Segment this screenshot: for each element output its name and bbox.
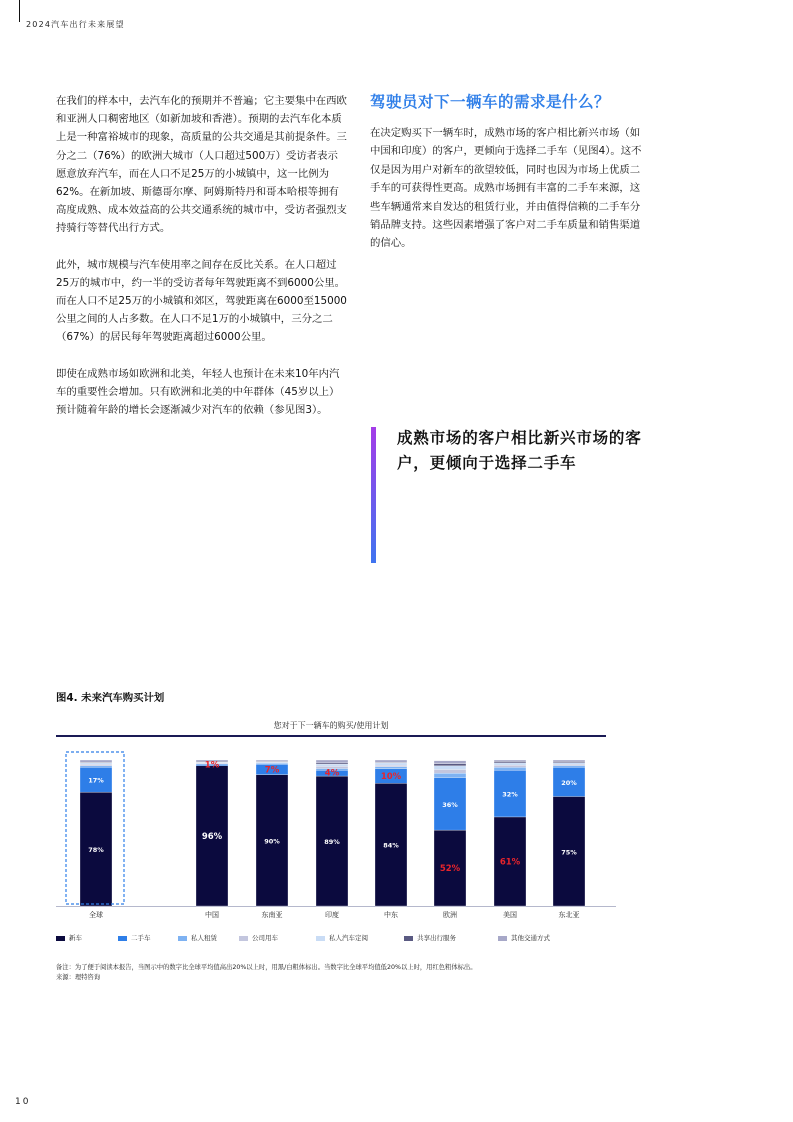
bar-segment-私人租赁 (494, 767, 526, 770)
x-tick-label: 中东 (384, 911, 398, 919)
legend-item (404, 933, 456, 942)
bar-segment-私人汽车定阅 (494, 763, 526, 765)
bar-segment-公司用车 (80, 764, 112, 765)
legend-label: 公司用车 (252, 934, 278, 942)
pull-quote-accent-bar (371, 427, 376, 563)
legend-swatch (56, 936, 65, 941)
stacked-bar-chart (56, 745, 616, 925)
data-label: 1% (204, 760, 220, 771)
legend-item (316, 933, 368, 942)
legend-label: 其他交通方式 (511, 934, 550, 942)
data-label: 75% (561, 848, 577, 857)
bar-segment-私人汽车定阅 (375, 763, 407, 765)
body-paragraph: 在决定购买下一辆车时，成熟市场的客户相比新兴市场（如中国和印度）的客户，更倾向于选择二手车（见图4）。这不仅是因为用户对新车的欲望较低，同时也因为市场上优质二手车的可获得性更高。成熟市场拥有丰富的二手车来源，这些车辆通常来自发达的租赁行业，并由值得信赖的二手车分销品牌支持。这些因素增强了客户对二手车质量和销售渠道的信心。 (370, 127, 642, 250)
data-label: 52% (439, 864, 461, 875)
bar-segment-公司用车 (553, 764, 585, 765)
chart-title: 您对于下一辆车的购买/使用计划 (273, 721, 389, 730)
section-heading: 驾驶员对下一辆车的需求是什么？ (370, 93, 611, 111)
bar-segment-共享出行服务 (316, 763, 348, 764)
figure-title: 图4. 未来汽车购买计划 (56, 692, 165, 704)
bar-segment-共享出行服务 (434, 764, 466, 766)
legend-swatch (118, 936, 127, 941)
figure-notes (56, 963, 736, 983)
data-label: 96% (201, 831, 223, 842)
legend-item (239, 933, 278, 942)
legend-label: 私人租赁 (191, 934, 217, 942)
bar-segment-其他交通方式 (434, 761, 466, 764)
data-label: 20% (561, 778, 577, 787)
bar-segment-公司用车 (494, 765, 526, 767)
body-paragraph: 即使在成熟市场如欧洲和北美，年轻人也预计在未来10年内汽车的重要性会增加。只有欧洲和北美的中年群体（45岁以上）预计随着年龄的增长会逐渐减少对汽车的依赖（参见图3）。 (56, 367, 340, 417)
bar-segment-公司用车 (434, 769, 466, 773)
bar-segment-私人汽车定阅 (316, 764, 348, 766)
legend-swatch (239, 936, 248, 941)
source-text: 来源：理特咨询 (56, 974, 101, 981)
legend-label: 新车 (69, 934, 82, 942)
legend-label: 二手车 (131, 934, 151, 942)
bar-segment-共享出行服务 (553, 761, 585, 762)
report-title: 2024汽车出行未来展望 (26, 20, 125, 29)
x-tick-label: 欧洲 (443, 911, 457, 919)
data-label: 10% (380, 772, 402, 783)
legend-item (498, 933, 550, 942)
bar-segment-私人租赁 (553, 766, 585, 768)
bar-segment-私人租赁 (80, 766, 112, 767)
legend-swatch (498, 936, 507, 941)
data-label: 7% (264, 765, 280, 776)
chart-title-rule (56, 735, 606, 737)
left-column (56, 92, 348, 437)
data-label: 4% (324, 768, 340, 779)
legend-swatch (178, 936, 187, 941)
bar-segment-私人汽车定阅 (553, 763, 585, 764)
bar-segment-其他交通方式 (553, 760, 585, 761)
bar-segment-其他交通方式 (316, 760, 348, 763)
data-label: 89% (324, 838, 340, 847)
header-rule (19, 0, 20, 22)
data-label: 90% (264, 837, 280, 846)
data-label: 78% (88, 846, 104, 855)
legend-swatch (316, 936, 325, 941)
legend-item (178, 933, 217, 942)
bar-segment-其他交通方式 (494, 760, 526, 761)
chart-legend (56, 933, 616, 945)
body-paragraph: 在我们的样本中，去汽车化的预期并不普遍；它主要集中在西欧和亚洲人口稠密地区（如新加坡和香港）。预期的去汽车化本质上是一种富裕城市的现象，高质量的公共交通是其前提条件。三分之二（76%）的欧洲大城市（人口超过500万）受访者表示愿意放弃汽车，而在人口不足25万的小城镇中，这一比例为62%。在新加坡、斯德哥尔摩、阿姆斯特丹和哥本哈根等拥有高度成熟、成本效益高的公共交通系统的城市中，受访者强烈支持骑行等替代出行方式。 (56, 95, 347, 235)
legend-item (118, 933, 151, 942)
data-label: 84% (383, 841, 399, 850)
pull-quote: 成熟市场的客户相比新兴市场的客户，更倾向于选择二手车 (397, 429, 642, 472)
bar-segment-私人汽车定阅 (434, 766, 466, 770)
x-tick-label: 全球 (89, 911, 103, 919)
right-column (370, 92, 642, 253)
body-paragraph: 此外，城市规模与汽车使用率之间存在反比关系。在人口超过25万的城市中，约一半的受访者每年驾驶距离不到6000公里。而在人口不足25万的小城镇和郊区，驾驶距离在6000至15000公里之间的人占多数。在人口不足1万的小城镇中，三分之二（67%）的居民每年驾驶距离超过6000公里。 (56, 258, 347, 344)
legend-label: 共享出行服务 (417, 934, 456, 942)
data-label: 36% (442, 800, 458, 809)
x-tick-label: 东南亚 (261, 911, 283, 919)
bar-segment-其他交通方式 (375, 760, 407, 762)
page-number: 10 (15, 1097, 31, 1107)
x-tick-label: 东北亚 (558, 911, 580, 919)
legend-swatch (404, 936, 413, 941)
legend-item (56, 933, 82, 942)
bar-segment-其他交通方式 (80, 760, 112, 762)
note-text: 备注：为了便于阅读本报告，当图示中的数字比全球平均值高出20%以上时，用黑/白粗体标出。当数字比全球平均值低20%以上时，用红色粗体标出。 (56, 964, 477, 971)
bar-segment-共享出行服务 (494, 761, 526, 762)
x-tick-label: 印度 (325, 911, 339, 919)
x-tick-label: 中国 (205, 911, 219, 919)
bar-segment-其他交通方式 (256, 760, 288, 761)
data-label: 61% (499, 857, 521, 868)
bar-segment-私人租赁 (256, 763, 288, 764)
data-label: 17% (88, 776, 104, 785)
legend-label: 私人汽车定阅 (329, 934, 368, 942)
bar-segment-公司用车 (375, 765, 407, 766)
data-label: 32% (502, 790, 518, 799)
bar-segment-私人租赁 (375, 767, 407, 769)
bar-segment-私人汽车定阅 (80, 763, 112, 764)
x-tick-label: 美国 (503, 911, 517, 919)
bar-segment-私人租赁 (434, 773, 466, 777)
